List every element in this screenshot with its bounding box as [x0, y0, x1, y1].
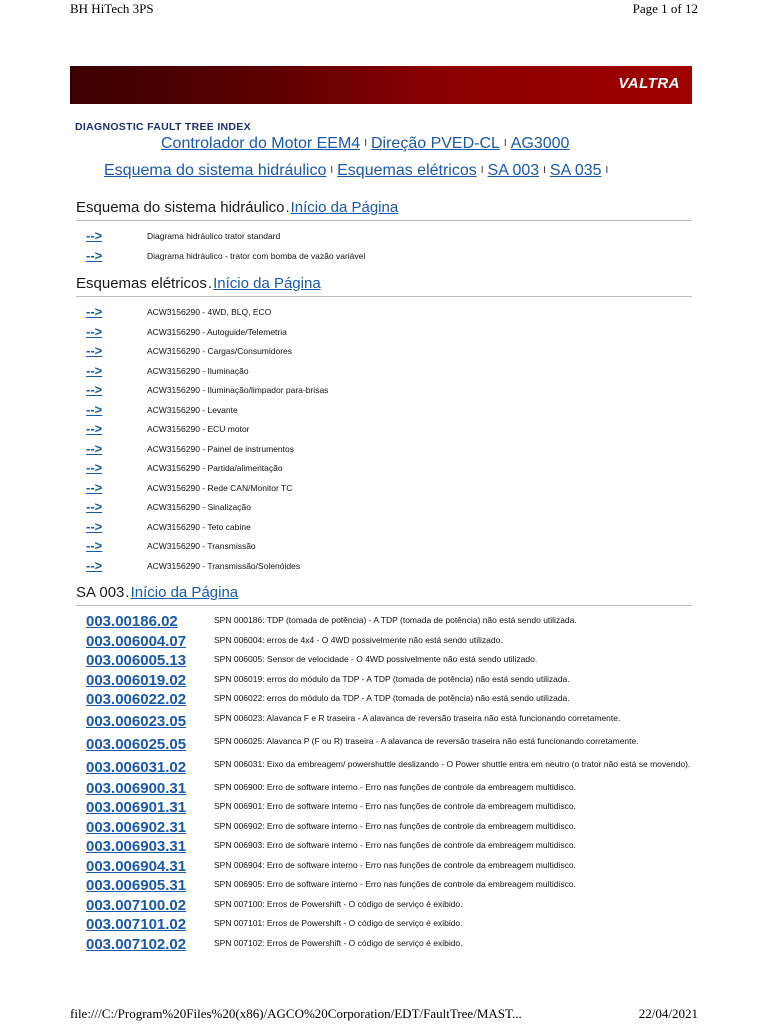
nav-link-sa035[interactable]: SA 035	[549, 162, 602, 179]
electrical-list	[86, 304, 646, 577]
arrow-link[interactable]: -->	[86, 538, 103, 553]
list-item	[86, 519, 646, 539]
arrow-link[interactable]: -->	[86, 518, 103, 534]
nav-separator: I	[543, 165, 546, 177]
item-label: Diagrama hidráulico trator standard	[147, 231, 281, 241]
arrow-link[interactable]: -->	[86, 401, 103, 417]
item-label: ACW3156290 - Painel de instrumentos	[147, 443, 294, 454]
fault-row	[86, 858, 692, 878]
top-of-page-link[interactable]: Início da Página	[130, 584, 239, 601]
fault-row	[86, 691, 692, 711]
document-title: BH HiTech 3PS	[70, 1, 154, 16]
arrow-link[interactable]: -->	[86, 247, 103, 263]
fault-row	[86, 757, 692, 780]
section-heading: SA 003	[76, 584, 125, 601]
arrow-link[interactable]: -->	[86, 479, 103, 495]
fault-description: SPN 006903: Erro de software interno - Erro nas funções de controle da embreagem multidisco.	[214, 840, 576, 850]
fault-code-link[interactable]: 003.006902.31	[86, 818, 187, 836]
fault-description: SPN 007100: Erros de Powershift - O código de serviço é exibido.	[214, 898, 463, 909]
fault-code-link[interactable]: 003.006031.02	[86, 758, 187, 776]
print-footer	[0, 1004, 768, 1024]
fault-row	[86, 877, 692, 897]
nav-link-ag3000[interactable]: AG3000	[510, 135, 570, 152]
fault-code-link[interactable]: 003.006905.31	[86, 877, 187, 894]
arrow-link[interactable]: -->	[86, 304, 103, 319]
fault-description: SPN 006025: Alavanca P (F ou R) traseira - A alavanca de reversão traseira não está funcionando corretamente.	[214, 735, 639, 746]
nav-row-2	[104, 162, 612, 180]
valtra-logo: VALTRA	[618, 75, 680, 92]
fault-row	[86, 780, 692, 800]
fault-row	[86, 633, 692, 653]
fault-row	[86, 734, 692, 757]
fault-description: SPN 006019: erros do módulo da TDP - A TDP (tomada de potência) não está sendo utilizada.	[214, 673, 570, 684]
fault-code-link[interactable]: 003.006901.31	[86, 799, 187, 816]
nav-link-pved[interactable]: Direção PVED-CL	[370, 135, 500, 152]
arrow-link[interactable]: -->	[86, 440, 103, 456]
section-dot: .	[125, 584, 130, 601]
list-item	[86, 460, 646, 480]
item-label: ACW3156290 - ECU motor	[147, 424, 250, 434]
section-heading: Esquema do sistema hidráulico	[76, 199, 285, 216]
list-item	[86, 421, 646, 441]
arrow-link[interactable]: -->	[86, 343, 103, 358]
list-item	[86, 248, 646, 268]
section-title-hydraulic	[76, 199, 398, 216]
list-item	[86, 558, 646, 578]
list-item	[86, 324, 646, 344]
arrow-link[interactable]: -->	[86, 362, 103, 378]
fault-code-link[interactable]: 003.006019.02	[86, 671, 187, 689]
nav-separator: I	[480, 165, 484, 177]
brand-banner	[70, 66, 692, 104]
fault-description: SPN 006904: Erro de software interno - Erro nas funções de controle da embreagem multidisco.	[214, 859, 576, 870]
nav-link-sa003[interactable]: SA 003	[487, 162, 540, 179]
fault-row	[86, 838, 692, 858]
list-item	[86, 402, 646, 422]
fault-description: SPN 006900: Erro de software interno - Erro nas funções de controle da embreagem multidisco.	[214, 781, 576, 792]
item-label: ACW3156290 - Cargas/Consumidores	[147, 346, 293, 356]
list-item	[86, 363, 646, 383]
page-counter: Page 1 of 12	[632, 1, 698, 16]
fault-row	[86, 916, 692, 936]
section-dot: .	[285, 199, 290, 216]
list-item	[86, 499, 646, 519]
fault-row	[86, 652, 692, 672]
section-divider	[76, 296, 692, 297]
list-item	[86, 382, 646, 402]
arrow-link[interactable]: -->	[86, 557, 103, 573]
fault-row	[86, 897, 692, 917]
fault-row	[86, 672, 692, 692]
arrow-link[interactable]: -->	[86, 499, 103, 514]
fault-code-link[interactable]: 003.006022.02	[86, 691, 187, 708]
fault-code-link[interactable]: 003.007102.02	[86, 935, 187, 953]
index-title: DIAGNOSTIC FAULT TREE INDEX	[75, 121, 251, 133]
fault-code-link[interactable]: 003.006903.31	[86, 838, 187, 855]
fault-row	[86, 711, 692, 734]
arrow-link[interactable]: -->	[86, 323, 103, 339]
nav-link-hydraulic[interactable]: Esquema do sistema hidráulico	[104, 162, 327, 179]
section-divider	[76, 605, 692, 606]
item-label: ACW3156290 - Levante	[147, 404, 238, 415]
arrow-link[interactable]: -->	[86, 421, 103, 436]
sa003-list	[86, 613, 692, 955]
section-dot: .	[207, 275, 213, 292]
nav-separator: I	[605, 165, 609, 177]
fault-description: SPN 006031: Eixo da embreagem/ powershuttle deslizando - O Power shuttle entra em neutro (o trator não está se movendo).	[214, 758, 691, 769]
item-label: Diagrama hidráulico - trator com bomba de vazão variável	[147, 250, 366, 261]
fault-row	[86, 819, 692, 839]
hydraulic-list	[86, 228, 646, 267]
arrow-link[interactable]: -->	[86, 382, 103, 397]
fault-description: SPN 006004: erros de 4x4 - O 4WD possivelmente não está sendo utilizado.	[214, 634, 503, 645]
fault-description: SPN 006022: erros do módulo da TDP - A TDP (tomada de potência) não está sendo utilizada.	[214, 693, 570, 703]
file-path: file:///C:/Program%20Files%20(x86)/AGCO%20Corporation/EDT/FaultTree/MAST...	[70, 1006, 522, 1021]
list-item	[86, 304, 646, 324]
fault-code-link[interactable]: 003.007101.02	[86, 916, 187, 933]
item-label: ACW3156290 - Transmissão/Solenóides	[147, 560, 301, 571]
nav-row-1	[161, 135, 569, 153]
list-item	[86, 480, 646, 500]
fault-code-link[interactable]: 003.006900.31	[86, 779, 187, 797]
top-of-page-link[interactable]: Início da Página	[213, 275, 321, 292]
nav-separator: I	[503, 138, 507, 150]
nav-link-electrical[interactable]: Esquemas elétricos	[337, 162, 477, 179]
list-item	[86, 343, 646, 363]
list-item	[86, 441, 646, 461]
list-item	[86, 228, 646, 248]
fault-code-link[interactable]: 003.00186.02	[86, 613, 178, 630]
fault-description: SPN 006905: Erro de software interno - Erro nas funções de controle da embreagem multidisco.	[214, 879, 576, 889]
item-label: ACW3156290 - Transmissão	[147, 541, 256, 551]
fault-description: SPN 000186: TDP (tomada de potência) - A TDP (tomada de potência) não está sendo utilizada.	[214, 615, 577, 625]
fault-description: SPN 006023: Alavanca F e R traseira - A alavanca de reversão traseira não está funcionando corretamente.	[214, 712, 621, 723]
fault-row	[86, 936, 692, 956]
fault-description: SPN 006901: Erro de software interno - Erro nas funções de controle da embreagem multidisco.	[214, 801, 576, 811]
item-label: ACW3156290 - Sinalização	[147, 502, 251, 512]
section-divider	[76, 220, 692, 221]
item-label: ACW3156290 - Autoguide/Telemetria	[147, 326, 287, 337]
fault-code-link[interactable]: 003.006023.05	[86, 712, 187, 730]
fault-code-link[interactable]: 003.006025.05	[86, 735, 187, 753]
item-label: ACW3156290 - Partida/alimentação	[147, 463, 283, 473]
fault-row	[86, 613, 692, 633]
arrow-link[interactable]: -->	[86, 460, 103, 475]
fault-code-link[interactable]: 003.006904.31	[86, 857, 187, 875]
print-header	[0, 0, 768, 20]
print-date: 22/04/2021	[638, 1006, 698, 1021]
item-label: ACW3156290 - Iluminação	[147, 365, 249, 376]
section-heading: Esquemas elétricos	[76, 275, 207, 292]
nav-link-eem4[interactable]: Controlador do Motor EEM4	[161, 135, 361, 152]
fault-description: SPN 006005: Sensor de velocidade - O 4WD possivelmente não está sendo utilizado.	[214, 654, 538, 664]
fault-code-link[interactable]: 003.006004.07	[86, 632, 187, 650]
fault-description: SPN 007102: Erros de Powershift - O código de serviço é exibido.	[214, 937, 463, 948]
list-item	[86, 538, 646, 558]
nav-separator: I	[364, 138, 367, 150]
item-label: ACW3156290 - Iluminação/limpador para-brisas	[147, 385, 329, 395]
item-label: ACW3156290 - 4WD, BLQ, ECO	[147, 307, 272, 317]
fault-row	[86, 799, 692, 819]
item-label: ACW3156290 - Rede CAN/Monitor TC	[147, 482, 293, 493]
arrow-link[interactable]: -->	[86, 228, 103, 243]
item-label: ACW3156290 - Teto cabine	[147, 521, 251, 532]
top-of-page-link[interactable]: Início da Página	[290, 199, 399, 216]
fault-code-link[interactable]: 003.007100.02	[86, 896, 187, 914]
section-title-sa003	[76, 584, 238, 601]
fault-description: SPN 006902: Erro de software interno - Erro nas funções de controle da embreagem multidisco.	[214, 820, 576, 831]
fault-code-link[interactable]: 003.006005.13	[86, 652, 187, 669]
nav-separator: I	[330, 165, 334, 177]
fault-description: SPN 007101: Erros de Powershift - O código de serviço é exibido.	[214, 918, 463, 928]
section-title-electrical	[76, 275, 321, 292]
